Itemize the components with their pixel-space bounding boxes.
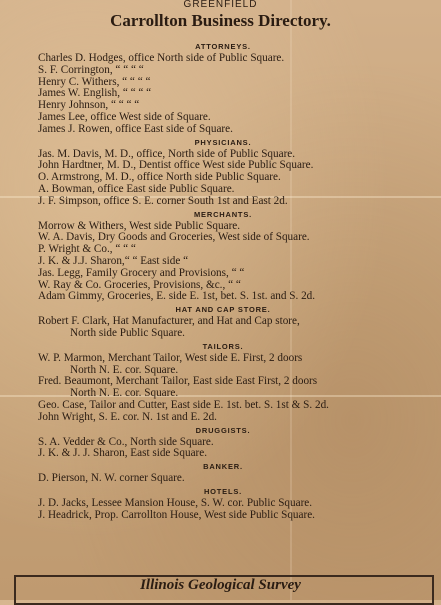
directory-entry: Charles D. Hodges, office North side of Public Square. [38,52,285,64]
section-heading: BANKER. [203,462,243,472]
directory-entry: W. A. Davis, Dry Goods and Groceries, West side of Square. [38,231,310,244]
section-heading: DRUGGISTS. [195,425,251,435]
section-heading: HOTELS. [203,486,243,496]
directory-entry: S. A. Vedder & Co., North side Square. [38,435,214,448]
directory-entry: O. Armstrong, M. D., office North side Public Square. [38,171,281,184]
directory-entry: J. K. & J.J. Sharon,“ “ East side “ [38,254,189,267]
section-heading: PHYSICIANS. [194,137,252,147]
page-title: Carrollton Business Directory. [110,11,331,30]
directory-entry: J. F. Simpson, office S. E. corner South 1st and East 2d. [38,194,288,207]
directory-entry: W. P. Marmon, Merchant Tailor, West side E. First, 2 doors [38,351,303,364]
directory-entry: A. Bowman, office East side Public Square. [38,182,235,195]
directory-entry: North N. E. cor. Square. [70,363,179,376]
directory-entry: James W. English, “ “ “ “ [38,87,152,100]
header-place-name: GREENFIELD [183,0,258,10]
directory-entry: P. Wright & Co., “ “ “ [38,243,136,256]
directory-entry: S. F. Corrington, “ “ “ “ [38,63,144,76]
directory-entry: John Wright, S. E. cor. N. 1st and E. 2d. [38,410,217,423]
directory-entry: J. Headrick, Prop. Carrollton House, West side Public Square. [38,508,315,521]
section-heading: ATTORNEYS. [195,42,251,51]
footer-title: Illinois Geological Survey [140,577,301,593]
directory-entry: J. K. & J. J. Sharon, East side Square. [38,447,208,460]
directory-entry: James Lee, office West side of Square. [38,110,211,123]
directory-entry: North N. E. cor. Square. [70,387,179,400]
directory-entry: James J. Rowen, office East side of Square. [38,122,233,135]
directory-entry: Jas. M. Davis, M. D., office, North side of Public Square. [38,147,296,160]
directory-entry: Morrow & Withers, West side Public Square. [38,219,241,232]
directory-entry: D. Pierson, N. W. corner Square. [38,472,185,485]
directory-entry: Fred. Beaumont, Merchant Tailor, East side East First, 2 doors [38,375,318,388]
directory-entry: North side Public Square. [70,326,185,339]
directory-entry: Henry Johnson, “ “ “ “ [38,99,140,112]
section-heading: TAILORS. [202,341,244,351]
directory-entry: W. Ray & Co. Groceries, Provisions, &c., “ “ [38,278,241,291]
directory-listing [38,40,408,522]
directory-entry: Henry C. Withers, “ “ “ “ [38,75,151,88]
directory-entry: J. D. Jacks, Lessee Mansion House, S. W. cor. Public Square. [38,496,313,509]
directory-entry: John Hardtner, M. D., Dentist office West side Public Square. [38,159,314,172]
section-heading: HAT AND CAP STORE. [175,305,271,315]
directory-entry: Geo. Case, Tailor and Cutter, East side E. 1st. bet. S. 1st & S. 2d. [38,398,329,411]
section-heading: MERCHANTS. [194,209,252,219]
directory-entry: Jas. Legg, Family Grocery and Provisions, “ “ [38,266,245,279]
directory-entry: Robert F. Clark, Hat Manufacturer, and Hat and Cap store, [38,315,300,328]
directory-entry: Adam Gimmy, Groceries, E. side E. 1st, bet. S. 1st. and S. 2d. [38,290,316,303]
